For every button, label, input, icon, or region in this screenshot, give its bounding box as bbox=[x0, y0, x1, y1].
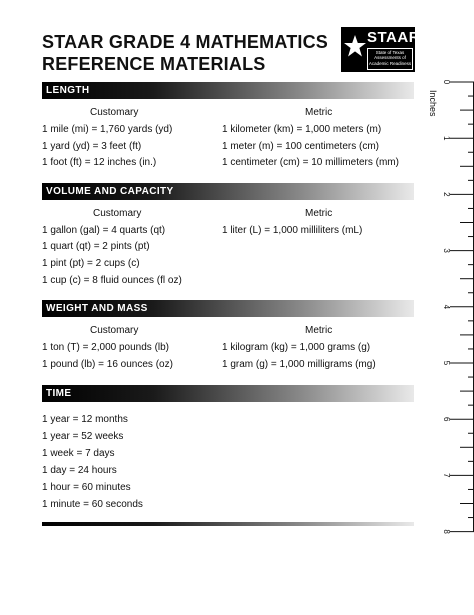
ruler-number: 5 bbox=[442, 360, 451, 366]
conversion-row: 1 foot (ft) = 12 inches (in.) bbox=[42, 157, 157, 168]
logo-word: STAAR bbox=[367, 29, 421, 46]
conversion-row: 1 pound (lb) = 16 ounces (oz) bbox=[42, 359, 173, 370]
conversion-row: 1 quart (qt) = 2 pints (pt) bbox=[42, 241, 150, 252]
conversion-row: 1 meter (m) = 100 centimeters (cm) bbox=[222, 141, 379, 152]
conversion-row: 1 day = 24 hours bbox=[42, 465, 117, 476]
staar-logo bbox=[341, 27, 421, 72]
conversion-row: 1 kilometer (km) = 1,000 meters (m) bbox=[222, 124, 382, 135]
ruler-unit-label: Inches bbox=[428, 90, 438, 117]
logo-tagline-line: Academic Readiness bbox=[368, 60, 412, 66]
ruler-number: 3 bbox=[442, 248, 451, 253]
ruler-number: 1 bbox=[442, 135, 451, 141]
section-heading-weight: WEIGHT AND MASS bbox=[42, 300, 414, 317]
conversion-row: 1 week = 7 days bbox=[42, 448, 115, 459]
conversion-row: 1 year = 12 months bbox=[42, 414, 128, 425]
logo-tagline-line: State of Texas bbox=[375, 50, 405, 55]
section-heading-time: TIME bbox=[42, 385, 414, 402]
conversion-row: 1 cup (c) = 8 fluid ounces (fl oz) bbox=[42, 275, 182, 286]
metric-label: Metric bbox=[305, 107, 333, 118]
logo-tagline bbox=[367, 48, 413, 70]
customary-label: Customary bbox=[93, 208, 142, 219]
star-icon bbox=[343, 34, 367, 58]
ruler-numbers bbox=[442, 80, 451, 535]
ruler-number: 6 bbox=[442, 416, 451, 422]
inch-ruler bbox=[424, 76, 474, 538]
conversion-row: 1 ton (T) = 2,000 pounds (lb) bbox=[42, 342, 170, 353]
customary-label: Customary bbox=[90, 107, 139, 118]
title-line-2: REFERENCE MATERIALS bbox=[42, 54, 266, 74]
ruler-number: 0 bbox=[442, 79, 451, 85]
ruler-number: 8 bbox=[442, 529, 451, 534]
conversion-row: 1 liter (L) = 1,000 milliliters (mL) bbox=[222, 225, 363, 236]
section-heading-length: LENGTH bbox=[42, 82, 414, 99]
ruler-number: 4 bbox=[442, 304, 451, 310]
bottom-divider bbox=[42, 522, 414, 526]
conversion-row: 1 centimeter (cm) = 10 millimeters (mm) bbox=[222, 157, 399, 168]
ruler-number: 2 bbox=[442, 192, 451, 197]
metric-label: Metric bbox=[305, 325, 333, 336]
conversion-row: 1 gallon (gal) = 4 quarts (qt) bbox=[42, 225, 166, 236]
conversion-row: 1 mile (mi) = 1,760 yards (yd) bbox=[42, 124, 173, 135]
conversion-row: 1 year = 52 weeks bbox=[42, 431, 124, 442]
logo-tagline-line: Assessments of bbox=[374, 55, 406, 61]
customary-label: Customary bbox=[90, 325, 139, 336]
conversion-row: 1 hour = 60 minutes bbox=[42, 482, 131, 493]
conversion-row: 1 kilogram (kg) = 1,000 grams (g) bbox=[222, 342, 371, 353]
conversion-row: 1 minute = 60 seconds bbox=[42, 499, 143, 510]
page-title bbox=[42, 31, 342, 75]
ruler-number: 7 bbox=[442, 473, 451, 478]
conversion-row: 1 gram (g) = 1,000 milligrams (mg) bbox=[222, 359, 376, 370]
section-heading-volume: VOLUME AND CAPACITY bbox=[42, 183, 414, 200]
title-line-1: STAAR GRADE 4 MATHEMATICS bbox=[42, 32, 328, 52]
ruler-ticks bbox=[450, 82, 474, 532]
metric-label: Metric bbox=[305, 208, 333, 219]
conversion-row: 1 yard (yd) = 3 feet (ft) bbox=[42, 141, 142, 152]
conversion-row: 1 pint (pt) = 2 cups (c) bbox=[42, 258, 140, 269]
